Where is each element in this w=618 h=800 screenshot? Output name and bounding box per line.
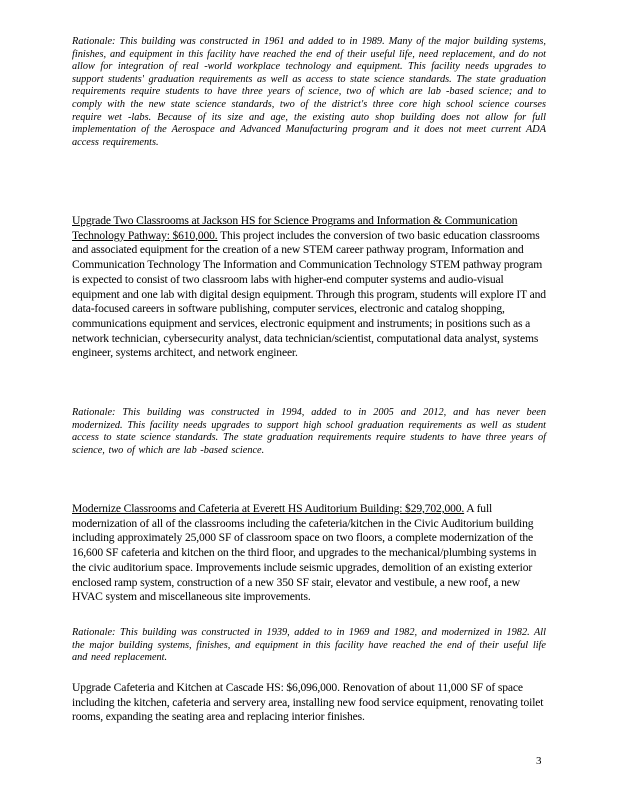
project-title-everett: Modernize Classrooms and Cafeteria at Everett HS Auditorium Building: $29,702,000. <box>72 502 465 515</box>
project-paragraph-jackson <box>72 214 546 361</box>
project-title-jackson: Upgrade Two Classrooms at Jackson HS for Science Programs and Information & Communication Technology Pathway: $610,000. <box>72 214 518 242</box>
page-number: 3 <box>536 755 542 767</box>
project-paragraph-cascade: Upgrade Cafeteria and Kitchen at Cascade HS: $6,096,000. Renovation of about 11,000 SF of space including the kitchen, cafeteria and servery area, installing new food service equipment, renovating toilet rooms, expanding the seating area and replacing interior finishes. <box>72 681 544 724</box>
rationale-paragraph-2: Rationale: This building was constructed in 1994, added to in 2005 and 2012, and has never been modernized. This facility needs upgrades to support high school graduation requirements as well as student access to state science standards. The state graduation requirements require students to have three years of science, two of which are lab -based science. <box>72 407 546 456</box>
project-paragraph-everett <box>72 502 546 605</box>
project-body-everett: A full modernization of all of the classrooms including the cafeteria/kitchen in the Civic Auditorium building including approximately 25,000 SF of classroom space on two floors, a complete modernization of the 16,600 SF cafeteria and kitchen on the third floor, and upgrades to the mechanical/plumbing systems in the civic auditorium space. Improvements include seismic upgrades, demolition of an existing exterior enclosed ramp system, construction of a new 350 SF stair, elevator and vestibule, a new roof, a new HVAC system and miscellaneous site improvements. <box>72 502 537 604</box>
project-body-jackson: This project includes the conversion of two basic education classrooms and associated equipment for the creation of a new STEM career pathway program, Information and Communication Technology The Information and Communication Technology STEM pathway program is expected to consist of two classroom labs with higher-end computer systems and audio-visual equipment and one lab with digital design equipment. Through this program, students will explore IT and data-focused careers in software publishing, computer services, electronic and catalog shopping, communications equipment and services, electronic equipment and instruments; in positions such as a network technician, cybersecurity analyst, data technician/scientist, computational data analyst, systems engineer, systems architect, and network engineer. <box>72 228 546 360</box>
rationale-paragraph-3: Rationale: This building was constructed in 1939, added to in 1969 and 1982, and modernized in 1982. All the major building systems, finishes, and equipment in this facility have reached the end of their useful life and need replacement. <box>72 627 546 664</box>
rationale-paragraph-1: Rationale: This building was constructed in 1961 and added to in 1989. Many of the major building systems, finishes, and equipment in this facility have reached the end of their useful life, need replacement, and do not allow for integration of real -world workplace technology and equipment. This facility needs upgrades to support students' graduation requirements as well as access to state science standards. The state graduation requirements require students to have three years of science, two of which are lab -based science; and to comply with the new state science standards, two of the district's three core high school science courses require wet -labs. Because of its size and age, the existing auto shop building does not allow for full implementation of the Aerospace and Advanced Manufacturing program and it does not meet current ADA access requirements. <box>72 36 546 148</box>
